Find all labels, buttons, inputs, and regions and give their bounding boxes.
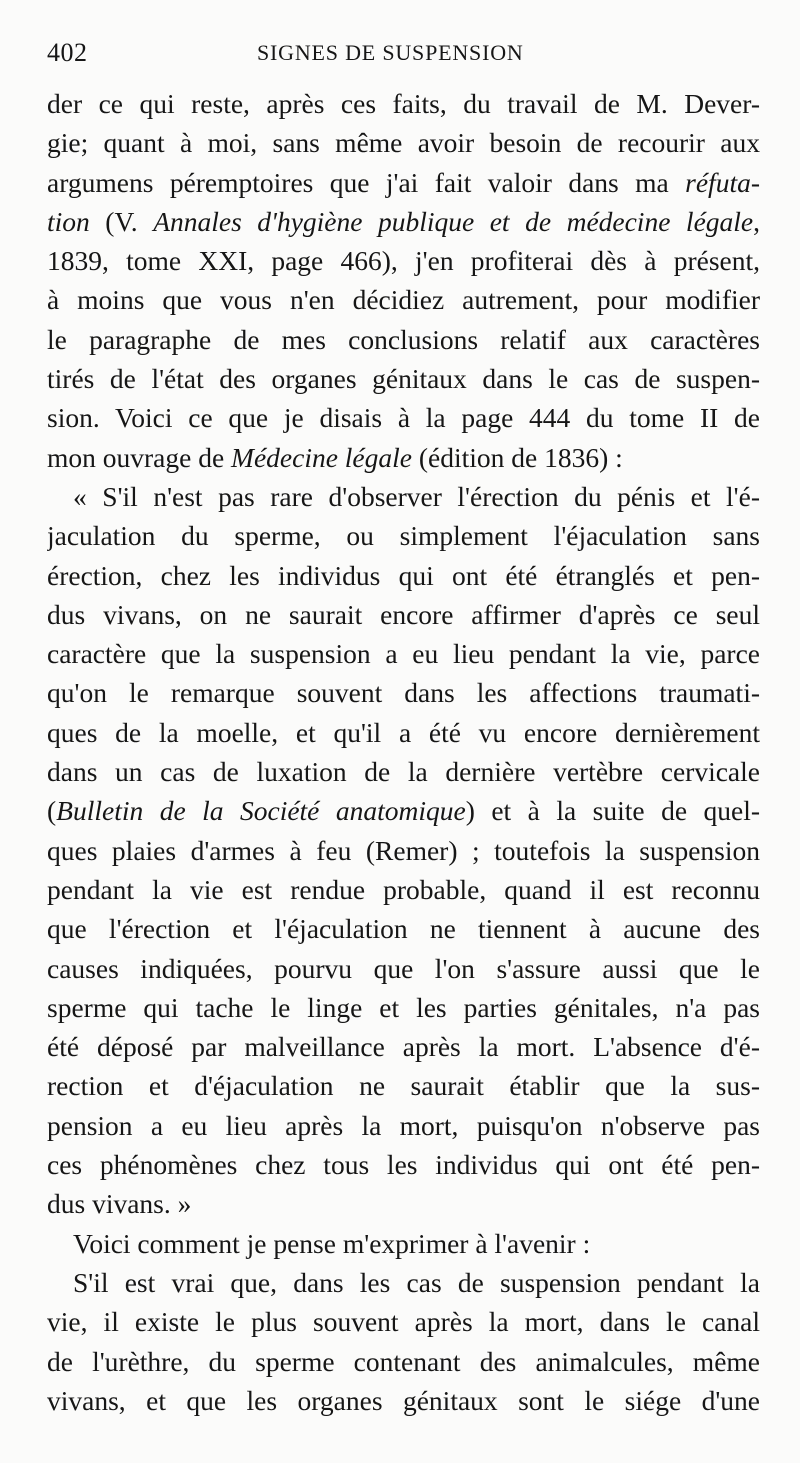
italic-segment: réfuta- — [685, 166, 760, 198]
text-segment: ) et à la suite de quel- — [465, 795, 760, 827]
text-segment: mon ouvrage de — [47, 441, 232, 473]
text-segment: dus vivans, on ne saurait encore affirmer d'après ce seul — [47, 598, 760, 630]
text-line — [47, 791, 760, 830]
text-segment: vivans, et que les organes génitaux sont le siége d'une — [47, 1384, 760, 1416]
text-line — [47, 241, 760, 280]
text-segment: ( — [47, 795, 57, 827]
text-line — [47, 595, 760, 634]
text-line — [47, 438, 760, 477]
text-line — [47, 1145, 760, 1184]
text-line — [47, 1381, 760, 1420]
text-segment: tirés de l'état des organes génitaux dans le cas de suspen- — [47, 363, 760, 395]
text-segment: Voici comment je pense m'exprimer à l'avenir : — [73, 1227, 591, 1259]
text-line — [47, 1106, 760, 1145]
text-segment: jaculation du sperme, ou simplement l'éjaculation sans — [47, 520, 760, 552]
text-line — [47, 123, 760, 162]
text-segment: le paragraphe de mes conclusions relatif aux caractères — [47, 323, 760, 355]
page-number: 402 — [47, 38, 88, 67]
text-line — [47, 516, 760, 555]
text-segment: sion. Voici ce que je disais à la page 444 du tome II de — [47, 402, 760, 434]
text-line — [47, 831, 760, 870]
text-segment: argumens péremptoires que j'ai fait valoir dans ma — [47, 166, 686, 198]
text-line — [47, 477, 760, 516]
text-line — [47, 359, 760, 398]
text-line — [47, 1224, 760, 1263]
text-line — [47, 163, 760, 202]
body-text — [47, 84, 760, 1420]
text-line — [47, 988, 760, 1027]
text-line — [47, 1302, 760, 1341]
text-line — [47, 713, 760, 752]
text-segment: ques de la moelle, et qu'il a été vu encore dernièrement — [47, 716, 760, 748]
text-segment: , — [753, 205, 760, 237]
text-segment: pension a eu lieu après la mort, puisqu'on n'observe pas — [47, 1109, 760, 1141]
text-line — [47, 202, 760, 241]
text-line — [47, 398, 760, 437]
text-segment: qu'on le remarque souvent dans les affections traumati- — [47, 677, 760, 709]
text-segment: rection et d'éjaculation ne saurait établir que la sus- — [47, 1070, 760, 1102]
text-line — [47, 634, 760, 673]
text-segment: sperme qui tache le linge et les parties génitales, n'a pas — [47, 991, 760, 1023]
text-segment: 1839, tome XXI, page 466), j'en profiterai dès à présent, — [47, 245, 760, 277]
text-segment: dus vivans. » — [47, 1188, 192, 1220]
text-line — [47, 1027, 760, 1066]
text-segment: que l'érection et l'éjaculation ne tiennent à aucune des — [47, 913, 760, 945]
text-segment: dans un cas de luxation de la dernière vertèbre cervicale — [47, 756, 760, 788]
text-line — [47, 280, 760, 319]
text-segment: S'il est vrai que, dans les cas de suspension pendant la — [73, 1266, 760, 1298]
text-segment: vie, il existe le plus souvent après la mort, dans le canal — [47, 1306, 760, 1338]
italic-segment: Médecine légale — [231, 441, 412, 473]
page-header — [47, 38, 760, 78]
text-segment: ques plaies d'armes à feu (Remer) ; toutefois la suspension — [47, 834, 760, 866]
text-line — [47, 84, 760, 123]
text-line — [47, 673, 760, 712]
text-segment: été déposé par malveillance après la mort. L'absence d'é- — [47, 1031, 760, 1063]
text-segment: ces phénomènes chez tous les individus qui ont été pen- — [47, 1149, 760, 1181]
text-line — [47, 1184, 760, 1223]
text-segment: pendant la vie est rendue probable, quand il est reconnu — [47, 873, 760, 905]
italic-segment: Bulletin de la Société anatomique — [56, 795, 466, 827]
text-line — [47, 1263, 760, 1302]
text-line — [47, 1066, 760, 1105]
text-segment: gie; quant à moi, sans même avoir besoin de recourir aux — [47, 127, 760, 159]
text-segment: à moins que vous n'en décidiez autrement, pour modifier — [47, 284, 760, 316]
text-line — [47, 949, 760, 988]
text-segment: érection, chez les individus qui ont été étranglés et pen- — [47, 559, 760, 591]
text-line — [47, 752, 760, 791]
text-segment: caractère que la suspension a eu lieu pendant la vie, parce — [47, 638, 760, 670]
text-segment: (édition de 1836) : — [412, 441, 623, 473]
text-line — [47, 1342, 760, 1381]
text-segment: (V. — [89, 205, 154, 237]
text-segment: « S'il n'est pas rare d'observer l'érection du pénis et l'é- — [73, 480, 760, 512]
text-segment: causes indiquées, pourvu que l'on s'assure aussi que le — [47, 952, 760, 984]
running-head: SIGNES DE SUSPENSION — [257, 40, 524, 65]
italic-segment: tion — [47, 205, 90, 237]
text-line — [47, 870, 760, 909]
text-segment: der ce qui reste, après ces faits, du travail de M. Dever- — [47, 88, 760, 119]
text-line — [47, 909, 760, 948]
text-segment: de l'urèthre, du sperme contenant des animalcules, même — [47, 1345, 760, 1377]
italic-segment: Annales d'hygiène publique et de médecine légale — [153, 205, 754, 237]
text-line — [47, 556, 760, 595]
text-line — [47, 320, 760, 359]
